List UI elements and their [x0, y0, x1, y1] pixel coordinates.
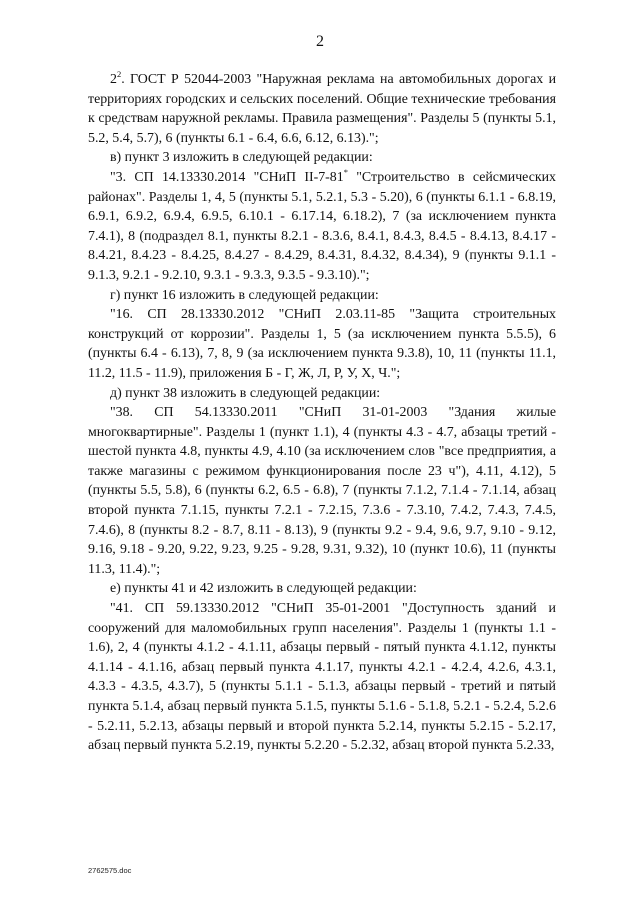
paragraph-item-e-heading: е) пункты 41 и 42 изложить в следующей редакции:: [110, 581, 417, 597]
paragraph-sp-59: "41. СП 59.13330.2012 "СНиП 35-01-2001 "Доступность зданий и сооружений для маломобильных групп населения". Разделы 1 (пункты 1.1 - 1.6), 2, 4 (пункты 4.1.2 - 4.1.11, абзацы первый - пятый пункта 4.1.12, пункты 4.1.14 - 4.1.16, абзац первый пункта 4.1.17, пункты 4.2.1 - 4.2.4, 4.2.6, 4.3.1, 4.3.3 - 4.3.5, 4.3.7), 5 (пункты 5.1.1 - 5.1.3, абзацы первый - третий и пятый пункта 5.1.4, абзац первый пункта 5.1.5, пункты 5.1.6 - 5.1.8, 5.2.1 - 5.2.4, 5.2.6 - 5.2.11, 5.2.13, абзацы первый и второй пункта 5.2.14, пункты 5.2.15 - 5.2.17, абзац первый пункта 5.2.19, пункты 5.2.20 - 5.2.32, абзац второй пункта 5.2.33,: [88, 601, 556, 754]
paragraph-sp-54: "38. СП 54.13330.2011 "СНиП 31-01-2003 "Здания жилые многоквартирные". Разделы 1 (пункт 1.1), 4 (пункты 4.3 - 4.7, абзацы третий - шестой пункта 4.8, пункты 4.9, 4.10 (за исключением слов "все предприятия, а также магазины с режимом функционирования после 23 ч"), 4.11, 4.12), 5 (пункты 5.5, 5.8), 6 (пункты 6.2, 6.5 - 6.8), 7 (пункты 7.1.2, 7.1.4 - 7.1.14, абзац второй пункта 7.1.15, пункты 7.2.1 - 7.2.15, 7.3.6 - 7.3.10, 7.4.2, 7.4.3, 7.4.5, 7.4.6), 8 (пункты 8.2 - 8.7, 8.11 - 8.13), 9 (пункты 9.2 - 9.4, 9.6, 9.7, 9.10 - 9.12, 9.16, 9.18 - 9.20, 9.22, 9.23, 9.25 - 9.28, 9.31, 9.32), 10 (пункт 10.6), 11 (пункты 11.3, 11.4).";: [88, 405, 556, 577]
paragraph-sp-28: "16. СП 28.13330.2012 "СНиП 2.03.11-85 "Защита строительных конструкций от коррозии". Разделы 1, 5 (за исключением пункта 5.5.5), 6 (пункты 6.4 - 6.13), 7, 8, 9 (за исключением пункта 9.3.8), 10, 11 (пункты 11.1, 11.2, 11.5 - 11.9), приложения Б - Г, Ж, Л, Р, У, Х, Ч.";: [88, 307, 556, 381]
page-number: 2: [316, 33, 324, 50]
paragraph-gost-52044: $2^2$. ГОСТ Р 52044-2003 "Наружная реклама на автомобильных дорогах и территориях городских и сельских поселений. Общие технические требования к средствам наружной рекламы. Правила размещения". Разделы 5 (пункты 5.1, 5.2, 5.4, 5.7), 6 (пункты 6.1 - 6.4, 6.6, 6.12, 6.13).";: [88, 69, 556, 146]
document-body: [88, 70, 556, 756]
paragraph-sp-14: "3. СП 14.13330.2014 "СНиП II-7-81* "Строительство в сейсмических районах". Разделы 1, 4, 5 (пункты 5.1, 5.2.1, 5.3 - 5.20), 6 (пункты 6.1.1 - 6.8.19, 6.9.1, 6.9.2, 6.9.4, 6.9.5, 6.10.1 - 6.17.14, 6.18.2), 7 (за исключением пункта 7.4.1), 8 (подраздел 8.1, пункты 8.2.1 - 8.3.6, 8.4.1, 8.4.3, 8.4.5 - 8.4.13, 8.4.17 - 8.4.21, 8.4.23 - 8.4.25, 8.4.27 - 8.4.29, 8.4.31, 8.4.32, 8.4.34), 9 (пункты 9.1.1 - 9.1.3, 9.2.1 - 9.2.10, 9.3.1 - 9.3.3, 9.3.5 - 9.3.10).";: [88, 166, 556, 283]
paragraph-item-v-heading: в) пункт 3 изложить в следующей редакции:: [110, 150, 373, 166]
footer-filename: 2762575.doc: [88, 866, 132, 875]
paragraph-item-g-heading: г) пункт 16 изложить в следующей редакции:: [110, 287, 379, 303]
paragraph-item-d-heading: д) пункт 38 изложить в следующей редакции:: [110, 385, 381, 401]
